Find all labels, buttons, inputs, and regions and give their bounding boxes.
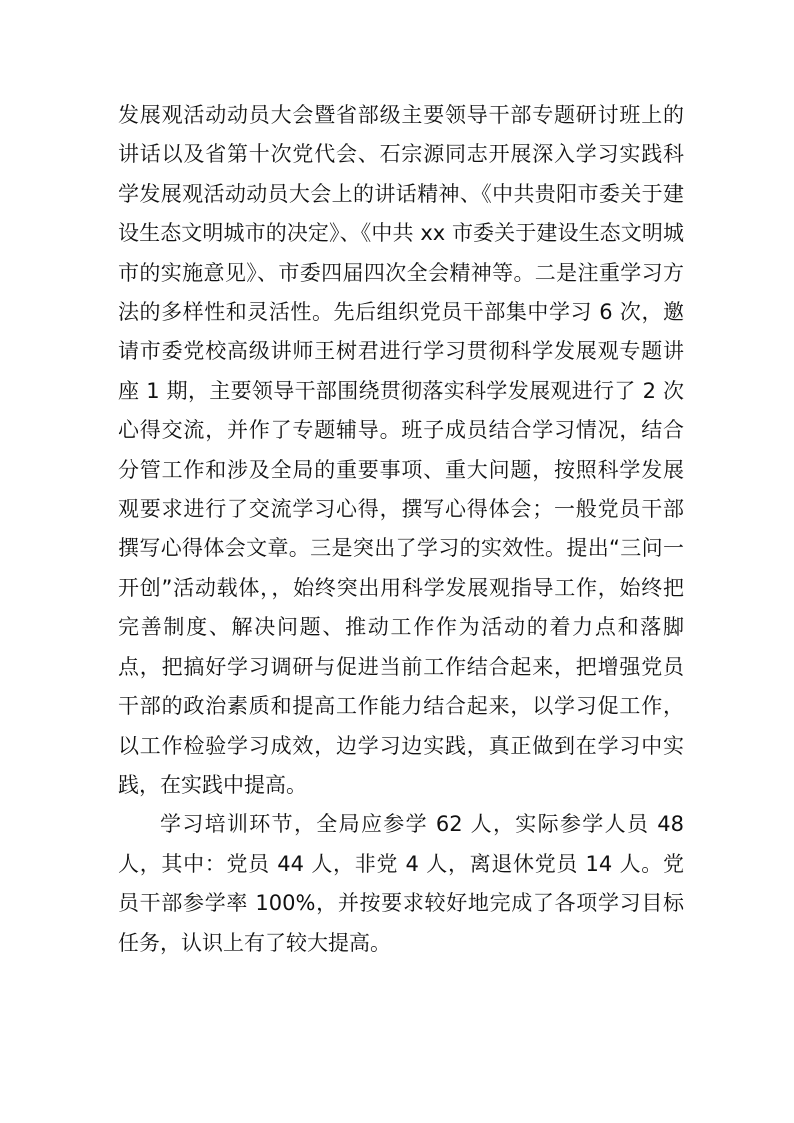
paragraph-training-stats: 学习培训环节，全局应参学 62 人，实际参学人员 48 人，其中：党员 44 人，非党 4 人，离退休党员 14 人。党员干部参学率 100%，并按要求较好地完成了各项学习目标任务，认识上有了较大提高。	[118, 812, 684, 955]
paragraph-study-content: 发展观活动动员大会暨省部级主要领导干部专题研讨班上的讲话以及省第十次党代会、石宗源同志开展深入学习实践科学发展观活动动员大会上的讲话精神、《中共贵阳市委关于建设生态文明城市的决定》、《中共 xx 市委关于建设生态文明城市的实施意见》、市委四届四次全会精神等。二是注重学习方法的多样性和灵活性。先后组织党员干部集中学习 6 次，邀请市委党校高级讲师王树君进行学习贯彻科学发展观专题讲座 1 期，主要领导干部围绕贯彻落实科学发展观进行了 2 次心得交流，并作了专题辅导。班子成员结合学习情况，结合分管工作和涉及全局的重要事项、重大问题，按照科学发展观要求进行了交流学习心得，撰写心得体会；一般党员干部撰写心得体会文章。三是突出了学习的实效性。提出“三问一开创”活动载体，，始终突出用科学发展观指导工作，始终把完善制度、解决问题、推动工作作为活动的着力点和落脚点，把搞好学习调研与促进当前工作结合起来，把增强党员干部的政治素质和提高工作能力结合起来，以学习促工作，以工作检验学习成效，边学习边实践，真正做到在学习中实践，在实践中提高。	[118, 103, 684, 797]
document-body	[118, 96, 684, 963]
